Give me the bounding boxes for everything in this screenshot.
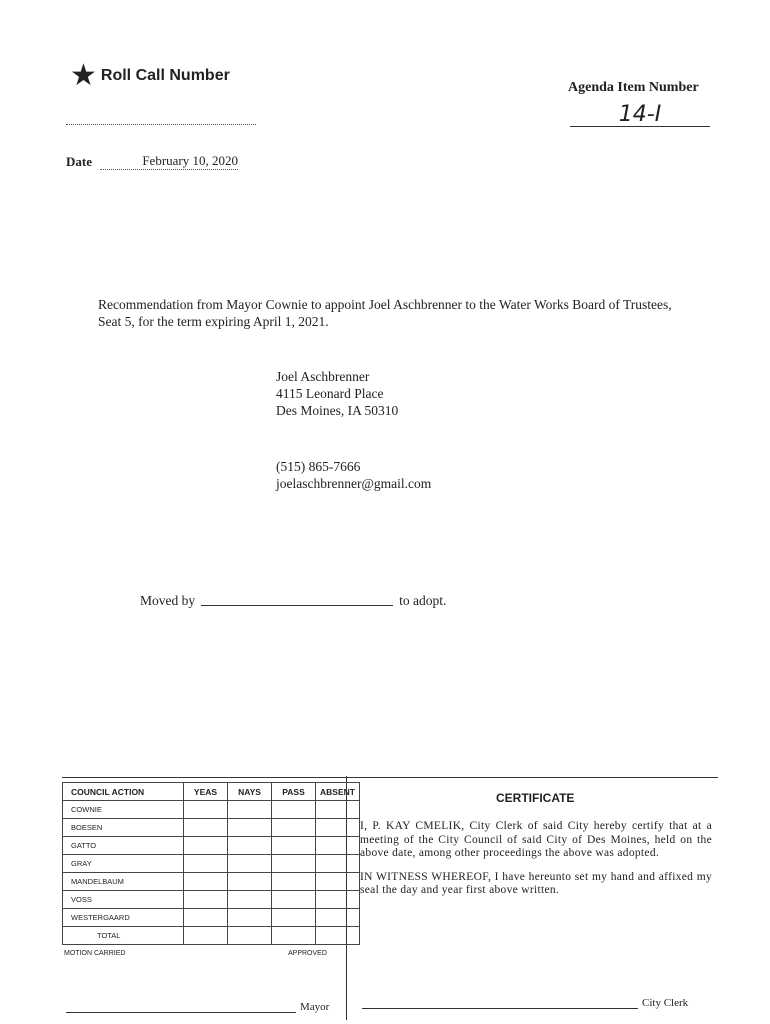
council-action-table [62, 782, 360, 945]
member-name: GATTO [63, 837, 184, 855]
header-council-action: COUNCIL ACTION [63, 783, 184, 801]
vote-cell[interactable] [272, 927, 316, 945]
member-name: WESTERGAARD [63, 909, 184, 927]
vote-cell[interactable] [316, 801, 360, 819]
member-name: MANDELBAUM [63, 873, 184, 891]
address-street: 4115 Leonard Place [276, 386, 384, 401]
total-label: TOTAL [63, 927, 184, 945]
table-row [63, 855, 360, 873]
vote-cell[interactable] [228, 927, 272, 945]
table-header-row [63, 783, 360, 801]
vote-cell[interactable] [316, 873, 360, 891]
vote-cell[interactable] [228, 801, 272, 819]
moved-by-label: Moved by [140, 593, 196, 608]
table-row [63, 873, 360, 891]
email-address: joelaschbrenner@gmail.com [276, 476, 432, 491]
table-row-total [63, 927, 360, 945]
vote-cell[interactable] [184, 909, 228, 927]
vote-cell[interactable] [184, 873, 228, 891]
vote-cell[interactable] [316, 891, 360, 909]
vote-cell[interactable] [184, 927, 228, 945]
date-value: February 10, 2020 [100, 153, 238, 170]
vote-cell[interactable] [272, 801, 316, 819]
roll-call-heading [70, 59, 230, 92]
moved-by-blank[interactable] [201, 604, 393, 606]
member-name: VOSS [63, 891, 184, 909]
certificate-body [360, 820, 712, 908]
vote-cell[interactable] [272, 891, 316, 909]
roll-call-label: Roll Call Number [100, 67, 230, 84]
table-row [63, 909, 360, 927]
vote-cell[interactable] [228, 873, 272, 891]
table-row [63, 837, 360, 855]
header-absent: ABSENT [316, 783, 360, 801]
vote-cell[interactable] [316, 927, 360, 945]
mayor-signature-line[interactable] [66, 1012, 296, 1013]
to-adopt-label: to adopt. [399, 593, 447, 608]
witness-paragraph: IN WITNESS WHEREOF, I have hereunto set my hand and affixed my seal the day and year first above written. [360, 870, 712, 896]
vote-cell[interactable] [228, 891, 272, 909]
member-name: GRAY [63, 855, 184, 873]
member-name: COWNIE [63, 801, 184, 819]
certificate-paragraph: I, P. KAY CMELIK, City Clerk of said City hereby certify that at a meeting of the City Council of said City of Des Moines, held on the above date, among other proceedings the above was adopted. [360, 820, 712, 859]
table-row [63, 801, 360, 819]
table-row [63, 891, 360, 909]
agenda-item-number: 14-I [570, 104, 710, 127]
phone-number: (515) 865-7666 [276, 459, 361, 474]
header-yeas: YEAS [184, 783, 228, 801]
vote-cell[interactable] [228, 837, 272, 855]
approved-label: APPROVED [288, 950, 327, 957]
vote-cell[interactable] [272, 837, 316, 855]
section-divider [62, 777, 718, 778]
roll-call-number-line [66, 124, 256, 125]
clerk-signature-line[interactable] [362, 1008, 638, 1009]
table-row [63, 819, 360, 837]
vote-cell[interactable] [228, 819, 272, 837]
vote-cell[interactable] [184, 801, 228, 819]
member-name: BOESEN [63, 819, 184, 837]
vote-cell[interactable] [228, 909, 272, 927]
agenda-item-label: Agenda Item Number [568, 80, 699, 95]
vote-cell[interactable] [184, 837, 228, 855]
vote-cell[interactable] [228, 855, 272, 873]
vote-cell[interactable] [184, 891, 228, 909]
date-label: Date [66, 154, 92, 169]
vote-cell[interactable] [272, 819, 316, 837]
appointee-name: Joel Aschbrenner [276, 369, 370, 384]
appointee-address [276, 368, 398, 419]
vote-cell[interactable] [272, 909, 316, 927]
city-clerk-label: City Clerk [642, 997, 689, 1009]
vote-cell[interactable] [184, 819, 228, 837]
star-icon: ★ [70, 59, 97, 92]
appointee-contact [276, 458, 431, 492]
vote-cell[interactable] [316, 909, 360, 927]
vote-cell[interactable] [316, 855, 360, 873]
header-nays: NAYS [228, 783, 272, 801]
vote-cell[interactable] [316, 837, 360, 855]
vote-cell[interactable] [272, 855, 316, 873]
vote-cell[interactable] [184, 855, 228, 873]
recommendation-text: Recommendation from Mayor Cownie to appoint Joel Aschbrenner to the Water Works Board of Trustees, Seat 5, for the term expiring April 1, 2021. [98, 297, 672, 329]
vote-cell[interactable] [316, 819, 360, 837]
mayor-label: Mayor [300, 1001, 330, 1013]
moved-by-line [140, 593, 446, 609]
vote-cell[interactable] [272, 873, 316, 891]
header-pass: PASS [272, 783, 316, 801]
address-city: Des Moines, IA 50310 [276, 403, 399, 418]
certificate-title: CERTIFICATE [496, 791, 575, 805]
motion-carried-label: MOTION CARRIED [64, 950, 126, 957]
